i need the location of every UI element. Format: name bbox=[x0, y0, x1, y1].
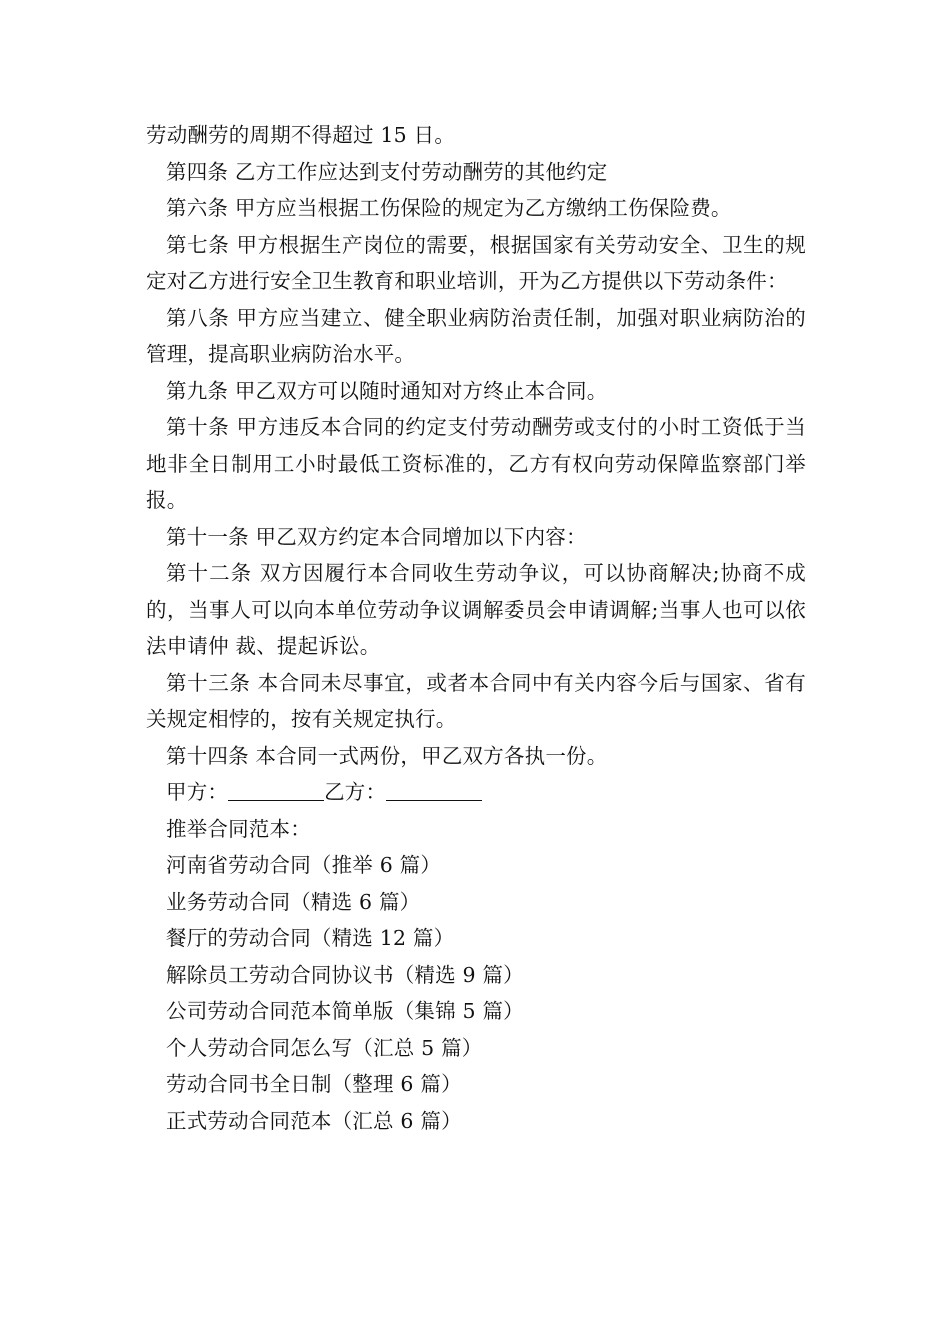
article-13: 第十三条 本合同未尽事宜，或者本合同中有关内容今后与国家、省有关规定相悖的，按有关规定执行。 bbox=[146, 670, 806, 731]
recommend-link[interactable]: 餐厅的劳动合同（精选 12 篇） bbox=[166, 926, 455, 950]
party-a-label: 甲方： bbox=[166, 780, 229, 804]
recommend-link[interactable]: 业务劳动合同（精选 6 篇） bbox=[166, 889, 421, 914]
article-12: 第十二条 双方因履行本合同收生劳动争议，可以协商解决;协商不成的，当事人可以向本单位劳动争议调解委员会申请调解;当事人也可以依法申请仲 裁、提起诉讼。 bbox=[146, 561, 806, 658]
party-b-blank bbox=[386, 780, 482, 801]
recommend-link[interactable]: 解除员工劳动合同协议书（精选 9 篇） bbox=[166, 962, 524, 987]
recommend-link[interactable]: 正式劳动合同范本（汇总 6 篇） bbox=[166, 1108, 462, 1133]
article-11: 第十一条 甲乙双方约定本合同增加以下内容： bbox=[166, 524, 587, 549]
signature-line bbox=[146, 774, 806, 811]
article-9: 第九条 甲乙双方可以随时通知对方终止本合同。 bbox=[166, 378, 608, 403]
recommend-link[interactable]: 河南省劳动合同（推举 6 篇） bbox=[166, 853, 442, 877]
article-7: 第七条 甲方根据生产岗位的需要，根据国家有关劳动安全、卫生的规定对乙方进行安全卫生教育和职业培训，开为乙方提供以下劳动条件： bbox=[146, 232, 806, 293]
recommend-heading: 推举合同范本： bbox=[166, 816, 311, 841]
article-6: 第六条 甲方应当根据工伤保险的规定为乙方缴纳工伤保险费。 bbox=[166, 196, 732, 220]
party-b-label: 乙方： bbox=[324, 780, 387, 804]
recommend-link[interactable]: 公司劳动合同范本简单版（集锦 5 篇） bbox=[166, 999, 524, 1023]
party-a-blank bbox=[228, 780, 324, 801]
article-8: 第八条 甲方应当建立、健全职业病防治责任制，加强对职业病防治的管理，提高职业病防治水平。 bbox=[146, 305, 806, 366]
document-body bbox=[146, 117, 806, 1139]
paragraph-payment-period: 劳动酬劳的周期不得超过 15 日。 bbox=[146, 123, 456, 147]
recommend-link[interactable]: 个人劳动合同怎么写（汇总 5 篇） bbox=[166, 1035, 483, 1060]
article-4: 第四条 乙方工作应达到支付劳动酬劳的其他约定 bbox=[166, 159, 608, 184]
article-14: 第十四条 本合同一式两份，甲乙双方各执一份。 bbox=[166, 743, 608, 768]
article-10: 第十条 甲方违反本合同的约定支付劳动酬劳或支付的小时工资低于当地非全日制用工小时最低工资标准的，乙方有权向劳动保障监察部门举报。 bbox=[146, 415, 806, 512]
recommend-link[interactable]: 劳动合同书全日制（整理 6 篇） bbox=[166, 1072, 462, 1096]
